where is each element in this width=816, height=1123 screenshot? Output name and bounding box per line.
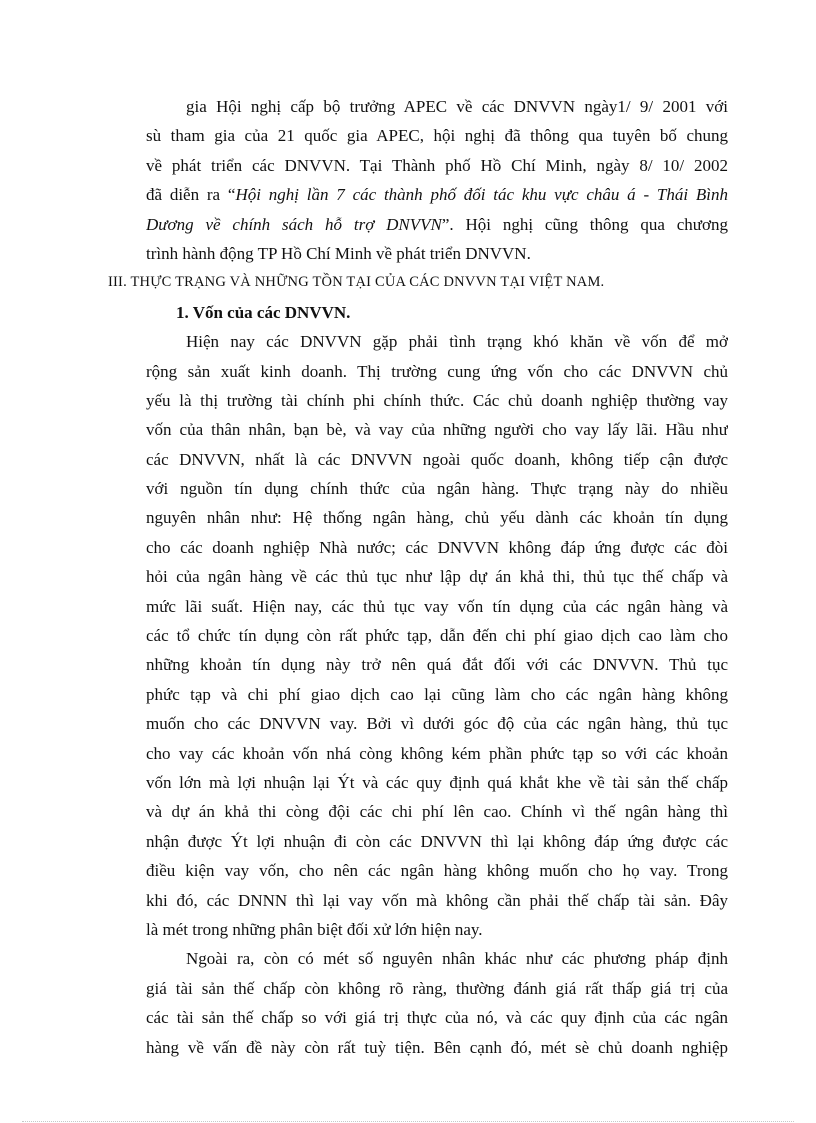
text-line: là mét trong những phân biệt đối xử lớn hiện nay. <box>146 919 483 939</box>
page-bottom-rule <box>22 1121 794 1122</box>
text-line: những khoản tín dụng này trở nên quá đắt đối với các DNVVN. Thủ tục <box>146 655 728 675</box>
text-line: nhận được Ýt lợi nhuận đi còn các DNVVN thì lại không đáp ứng được các <box>146 831 728 851</box>
text-line: sù tham gia của 21 quốc gia APEC, hội nghị đã thông qua tuyên bố chung <box>146 126 728 146</box>
text-line: trình hành động TP Hồ Chí Minh về phát triển DNVVN. <box>146 243 531 263</box>
text-line: điều kiện vay vốn, cho nên các ngân hàng không muốn cho họ vay. Trong <box>146 861 728 881</box>
text-line: về phát triển các DNVVN. Tại Thành phố Hồ Chí Minh, ngày 8/ 10/ 2002 <box>146 155 728 175</box>
section-heading: III. THỰC TRẠNG VÀ NHỮNG TỒN TẠI CỦA CÁC DNVVN TẠI VIỆT NAM. <box>108 274 605 291</box>
text-segment: đã diễn ra “ <box>146 185 236 205</box>
text-line: hàng về vấn đề này còn rất tuỳ tiện. Bên cạnh đó, mét sè chủ doanh nghiệp <box>146 1037 728 1057</box>
text-line: Ngoài ra, còn có mét số nguyên nhân khác như các phương pháp định <box>186 949 728 969</box>
text-line: vốn của thân nhân, bạn bè, và vay của những người cho vay lấy lãi. Hầu như <box>146 420 728 440</box>
text-line: cho vay các khoản vốn nhá còng không kém phần phức tạp so với các khoản <box>146 743 728 763</box>
text-line: các tổ chức tín dụng còn rất phức tạp, dẫn đến chi phí giao dịch cao làm cho <box>146 626 728 646</box>
text-line-mixed <box>146 210 728 239</box>
text-line: yếu là thị trường tài chính phi chính thức. Các chủ doanh nghiệp thường vay <box>146 390 728 410</box>
text-line: gia Hội nghị cấp bộ trưởng APEC về các DNVVN ngày1/ 9/ 2001 với <box>186 97 728 116</box>
text-line: giá tài sản thế chấp còn không rõ ràng, thường đánh giá rất thấp giá trị của <box>146 978 728 998</box>
text-line: mức lãi suất. Hiện nay, các thủ tục vay vốn tín dụng của các ngân hàng và <box>146 596 728 616</box>
text-line: khi đó, các DNNN thì lại vay vốn mà không cần phải thế chấp tài sản. Đây <box>146 890 728 910</box>
text-segment: ”. Hội nghị cũng thông qua chương <box>441 214 728 234</box>
text-line: với nguồn tín dụng chính thức của ngân hàng. Thực trạng này do nhiều <box>146 479 728 499</box>
text-line: các tài sản thế chấp so với giá trị thực của nó, và các quy định của các ngân <box>146 1008 728 1028</box>
text-line-mixed <box>146 180 728 209</box>
text-line: phức tạp và chi phí giao dịch cao lại cũng làm cho các ngân hàng không <box>146 684 728 704</box>
text-line: vốn lớn mà lợi nhuận lại Ýt và các quy định quá khắt khe về tài sản thế chấp <box>146 772 728 792</box>
document-body <box>108 92 728 1062</box>
subsection-heading: 1. Vốn của các DNVVN. <box>176 302 351 322</box>
text-line: các DNVVN, nhất là các DNVVN ngoài quốc doanh, không tiếp cận được <box>146 449 728 469</box>
text-line: nguyên nhân như: Hệ thống ngân hàng, chủ yếu dành các khoản tín dụng <box>146 508 728 528</box>
text-line: Hiện nay các DNVVN gặp phải tình trạng khó khăn về vốn để mở <box>186 332 728 352</box>
text-line: muốn cho các DNVVN vay. Bởi vì dưới góc độ của các ngân hàng, thủ tục <box>146 714 728 734</box>
text-line: cho các doanh nghiệp Nhà nước; các DNVVN không đáp ứng được các đòi <box>146 537 728 557</box>
conference-title-italic: Hội nghị lần 7 các thành phố đối tác khu vực châu á - Thái Bình <box>235 185 728 205</box>
text-line: và dự án khả thi còng đội các chi phí lên cao. Chính vì thế ngân hàng thì <box>146 802 728 822</box>
text-line: rộng sản xuất kinh doanh. Thị trường cung ứng vốn cho các DNVVN chủ <box>146 361 728 381</box>
text-line: hỏi của ngân hàng về các thủ tục như lập dự án khả thi, thủ tục thế chấp và <box>146 567 728 587</box>
conference-title-italic: Dương về chính sách hỗ trợ DNVVN <box>146 214 442 234</box>
